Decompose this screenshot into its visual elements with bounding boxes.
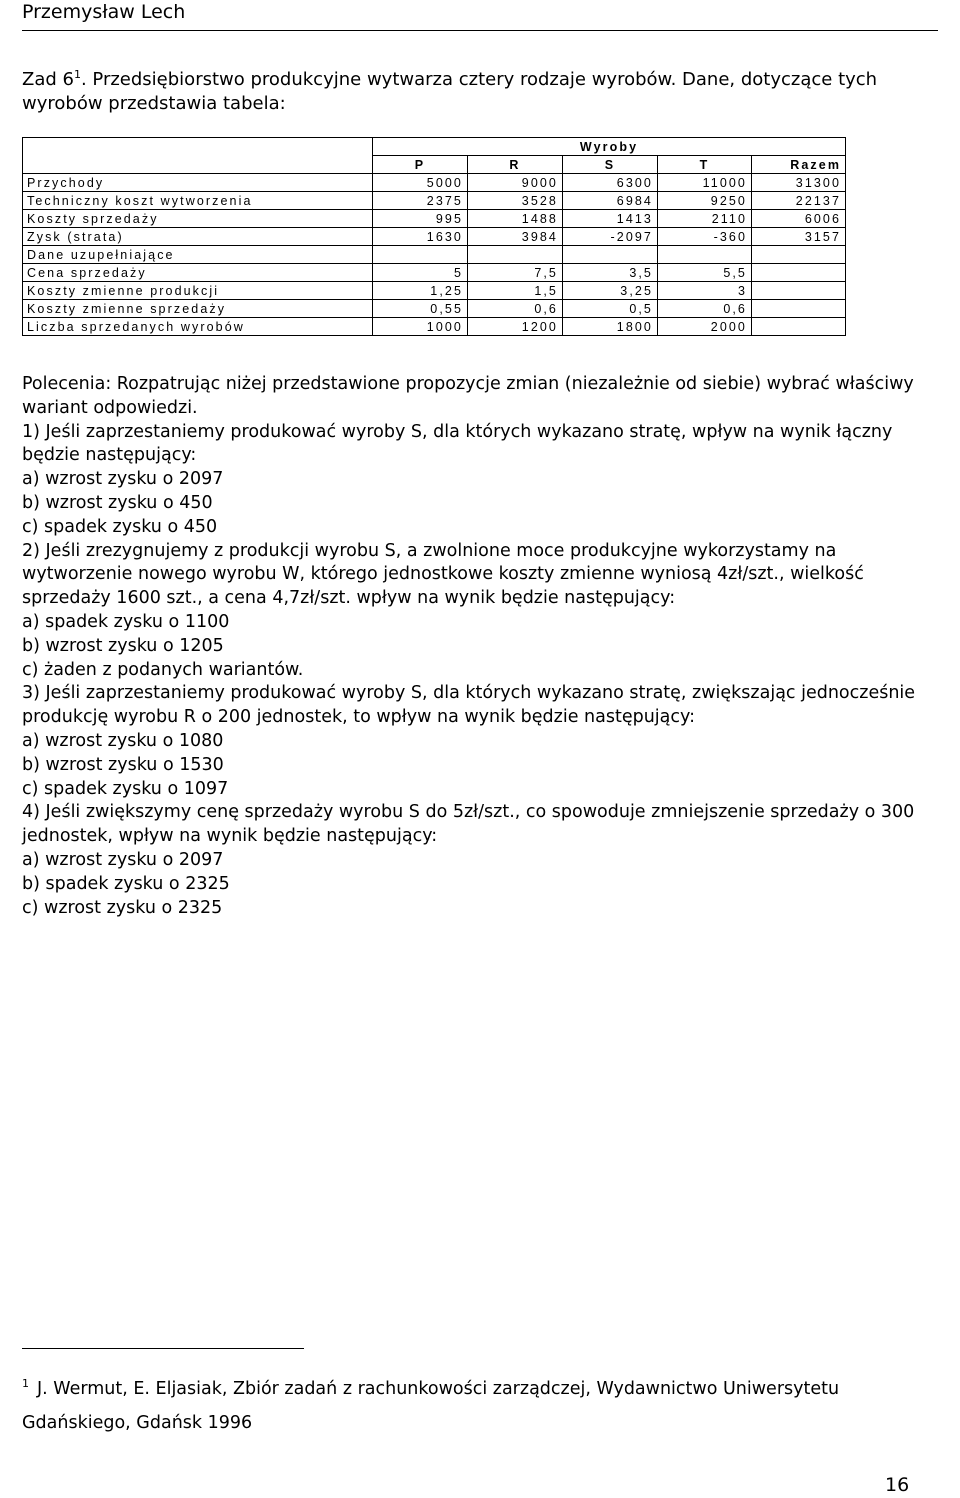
table-cell: 2110 — [658, 210, 752, 228]
table-cell — [752, 282, 846, 300]
text-line: produkcję wyrobu R o 200 jednostek, to wpływ na wynik będzie następujący: — [22, 707, 695, 728]
table-row — [23, 210, 846, 228]
table-row — [23, 300, 846, 318]
table-cell: 0,55 — [373, 300, 468, 318]
task-intro-text-1: . Przedsiębiorstwo produkcyjne wytwarza cztery rodzaje wyrobów. Dane, dotyczące tych — [80, 69, 878, 90]
table-cell: 2000 — [658, 318, 752, 336]
row-label: Liczba sprzedanych wyrobów — [23, 318, 373, 336]
row-label: Koszty zmienne sprzedaży — [23, 300, 373, 318]
table-cell: 31300 — [752, 174, 846, 192]
table-cell — [752, 300, 846, 318]
table-cell: 9250 — [658, 192, 752, 210]
text-line: a) wzrost zysku o 2097 — [22, 849, 224, 870]
table-cell: 11000 — [658, 174, 752, 192]
row-label: Dane uzupełniające — [23, 246, 373, 264]
text-line: jednostek, wpływ na wynik będzie następujący: — [22, 826, 438, 847]
column-header: S — [563, 156, 658, 174]
table-group-header-row — [23, 138, 846, 156]
table-column-header-row — [23, 156, 846, 174]
text-line: 1) Jeśli zaprzestaniemy produkować wyroby S, dla których wykazano stratę, wpływ na wynik łączny — [22, 421, 893, 442]
text-line: c) spadek zysku o 450 — [22, 516, 218, 537]
table-cell: 1000 — [373, 318, 468, 336]
table-cell: 6300 — [563, 174, 658, 192]
column-header: Razem — [752, 156, 846, 174]
column-header: P — [373, 156, 468, 174]
text-line: b) wzrost zysku o 1530 — [22, 754, 224, 775]
table-cell: 1,5 — [468, 282, 563, 300]
table-cell: 3528 — [468, 192, 563, 210]
table-cell: 6006 — [752, 210, 846, 228]
text-line: b) wzrost zysku o 450 — [22, 492, 213, 513]
footnote-text-1: J. Wermut, E. Eljasiak, Zbiór zadań z rachunkowości zarządczej, Wydawnictwo Uniwersytetu — [37, 1379, 840, 1399]
footnote-mark: 1 — [22, 1377, 29, 1391]
text-line: wytworzenie nowego wyrobu W, którego jednostkowe koszty zmienne wyniosą 4zł/szt., wielkość — [22, 564, 864, 585]
text-line: będzie następujący: — [22, 445, 197, 466]
text-line: a) wzrost zysku o 1080 — [22, 730, 224, 751]
table-cell — [563, 246, 658, 264]
table-cell: 22137 — [752, 192, 846, 210]
text-line: 4) Jeśli zwiększymy cenę sprzedaży wyrobu S do 5zł/szt., co spowoduje zmniejszenie sprzedaży o 300 — [22, 802, 915, 823]
text-line: b) wzrost zysku o 1205 — [22, 635, 224, 656]
table-cell: 6984 — [563, 192, 658, 210]
table-cell: 3984 — [468, 228, 563, 246]
text-line: wariant odpowiedzi. — [22, 397, 198, 418]
table-cell: 1413 — [563, 210, 658, 228]
table-cell: 5000 — [373, 174, 468, 192]
column-header: T — [658, 156, 752, 174]
table-cell: 3157 — [752, 228, 846, 246]
text-line: sprzedaży 1600 szt., a cena 4,7zł/szt. wpływ na wynik będzie następujący: — [22, 588, 676, 609]
task-intro-text-2: wyrobów przedstawia tabela: — [22, 93, 286, 114]
row-label: Zysk (strata) — [23, 228, 373, 246]
text-line: c) żaden z podanych wariantów. — [22, 659, 304, 680]
footnote — [22, 1372, 932, 1440]
text-line: a) spadek zysku o 1100 — [22, 611, 230, 632]
table-cell: 5 — [373, 264, 468, 282]
column-header: R — [468, 156, 563, 174]
footnote-reference[interactable]: 1 — [73, 68, 81, 81]
text-line: 2) Jeśli zrezygnujemy z produkcji wyrobu S, a zwolnione moce produkcyjne wykorzystamy na — [22, 540, 837, 561]
table-corner-cell — [23, 138, 373, 156]
task-intro — [22, 68, 922, 116]
table-group-header: Wyroby — [373, 138, 846, 156]
table-cell: 0,6 — [658, 300, 752, 318]
table-cell: -360 — [658, 228, 752, 246]
table-row — [23, 318, 846, 336]
text-line: a) wzrost zysku o 2097 — [22, 469, 224, 490]
table-cell: 3 — [658, 282, 752, 300]
table-cell: 3,25 — [563, 282, 658, 300]
row-label: Koszty zmienne produkcji — [23, 282, 373, 300]
table-cell: 1800 — [563, 318, 658, 336]
table-body — [23, 174, 846, 336]
page-header — [22, 0, 938, 31]
row-label: Koszty sprzedaży — [23, 210, 373, 228]
table-cell: 5,5 — [658, 264, 752, 282]
table-cell — [752, 264, 846, 282]
task-questions — [22, 373, 932, 920]
table-cell: 1,25 — [373, 282, 468, 300]
text-line: Polecenia: Rozpatrując niżej przedstawione propozycje zmian (niezależnie od siebie) wybrać właściwy — [22, 374, 914, 394]
table-cell — [752, 318, 846, 336]
text-line: 3) Jeśli zaprzestaniemy produkować wyroby S, dla których wykazano stratę, zwiększając jednocześnie — [22, 683, 916, 704]
table-row — [23, 246, 846, 264]
table-corner-cell — [23, 156, 373, 174]
table-row — [23, 192, 846, 210]
text-line: b) spadek zysku o 2325 — [22, 873, 230, 894]
table-cell — [752, 246, 846, 264]
footnote-text-2: Gdańskiego, Gdańsk 1996 — [22, 1413, 253, 1433]
table-cell: 3,5 — [563, 264, 658, 282]
table-row — [23, 174, 846, 192]
table-cell: 995 — [373, 210, 468, 228]
author-name: Przemysław Lech — [22, 1, 186, 23]
table-cell: 0,5 — [563, 300, 658, 318]
table-cell: -2097 — [563, 228, 658, 246]
table-cell: 1488 — [468, 210, 563, 228]
table-cell — [373, 246, 468, 264]
table-cell: 1630 — [373, 228, 468, 246]
table-cell: 0,6 — [468, 300, 563, 318]
table-cell — [658, 246, 752, 264]
task-lead: Zad 6 — [22, 69, 74, 90]
text-line: c) wzrost zysku o 2325 — [22, 897, 223, 918]
row-label: Cena sprzedaży — [23, 264, 373, 282]
row-label: Przychody — [23, 174, 373, 192]
table-row — [23, 264, 846, 282]
table-row — [23, 228, 846, 246]
table-cell: 1200 — [468, 318, 563, 336]
data-table — [22, 137, 846, 336]
table-row — [23, 282, 846, 300]
text-line: c) spadek zysku o 1097 — [22, 778, 229, 799]
table-cell: 2375 — [373, 192, 468, 210]
row-label: Techniczny koszt wytworzenia — [23, 192, 373, 210]
table-cell: 7,5 — [468, 264, 563, 282]
table-cell — [468, 246, 563, 264]
footnote-separator — [22, 1348, 304, 1349]
page-number: 16 — [885, 1474, 910, 1496]
table-cell: 9000 — [468, 174, 563, 192]
